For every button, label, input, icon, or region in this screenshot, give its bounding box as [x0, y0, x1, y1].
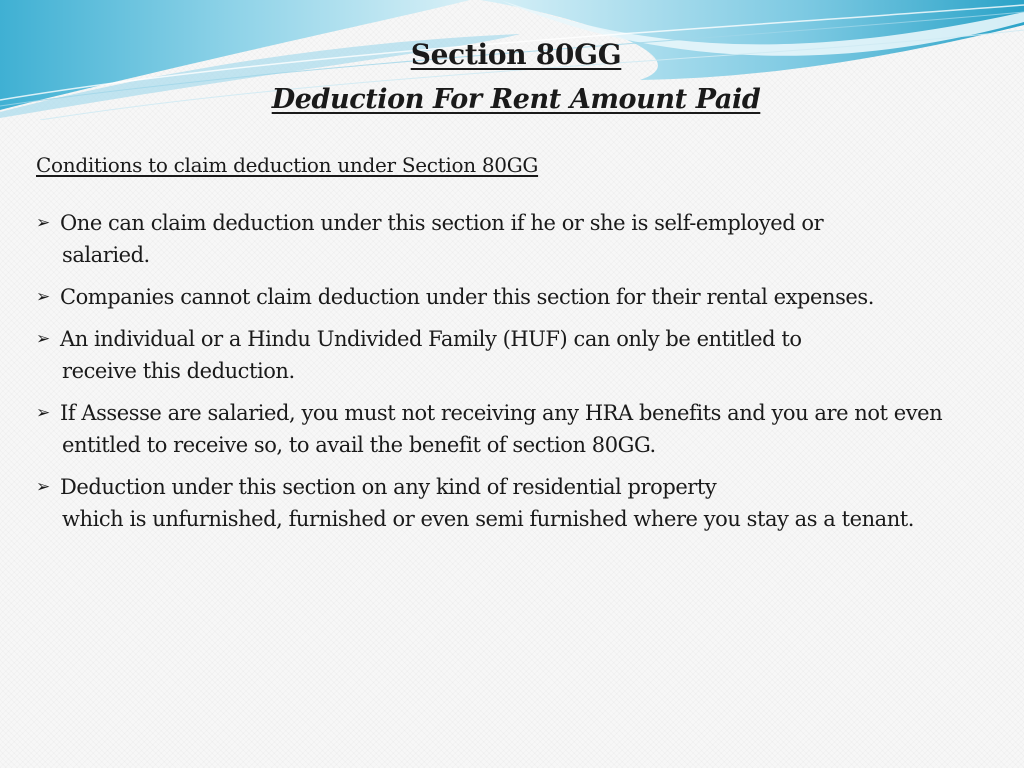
- list-item: [36, 323, 996, 387]
- arrowhead-bullet-icon: ➢: [36, 403, 50, 423]
- list-item: [36, 471, 996, 535]
- bullet-line-continued: which is unfurnished, furnished or even semi furnished where you stay as a tenant.: [62, 507, 915, 531]
- slide-subtitle: Deduction For Rent Amount Paid: [271, 84, 761, 115]
- bullet-line: Companies cannot claim deduction under this section for their rental expenses.: [60, 285, 874, 309]
- bullet-line-continued: receive this deduction.: [62, 359, 295, 383]
- list-item: [36, 281, 996, 313]
- bullet-line: If Assesse are salaried, you must not receiving any HRA benefits and you are not even: [60, 401, 943, 425]
- arrowhead-bullet-icon: ➢: [36, 213, 50, 233]
- bullet-line-continued: salaried.: [62, 243, 150, 267]
- bullet-line: An individual or a Hindu Undivided Family (HUF) can only be entitled to: [60, 327, 802, 351]
- arrowhead-bullet-icon: ➢: [36, 477, 50, 497]
- list-item: [36, 397, 996, 461]
- conditions-list: [36, 207, 996, 545]
- list-item: [36, 207, 996, 271]
- bullet-line: Deduction under this section on any kind of residential property: [60, 475, 717, 499]
- arrowhead-bullet-icon: ➢: [36, 329, 50, 349]
- bullet-line-continued: entitled to receive so, to avail the benefit of section 80GG.: [62, 433, 656, 457]
- bullet-line: One can claim deduction under this section if he or she is self-employed or: [60, 211, 824, 235]
- slide-title: Section 80GG: [410, 38, 622, 71]
- conditions-heading: Conditions to claim deduction under Section 80GG: [36, 153, 539, 177]
- arrowhead-bullet-icon: ➢: [36, 287, 50, 307]
